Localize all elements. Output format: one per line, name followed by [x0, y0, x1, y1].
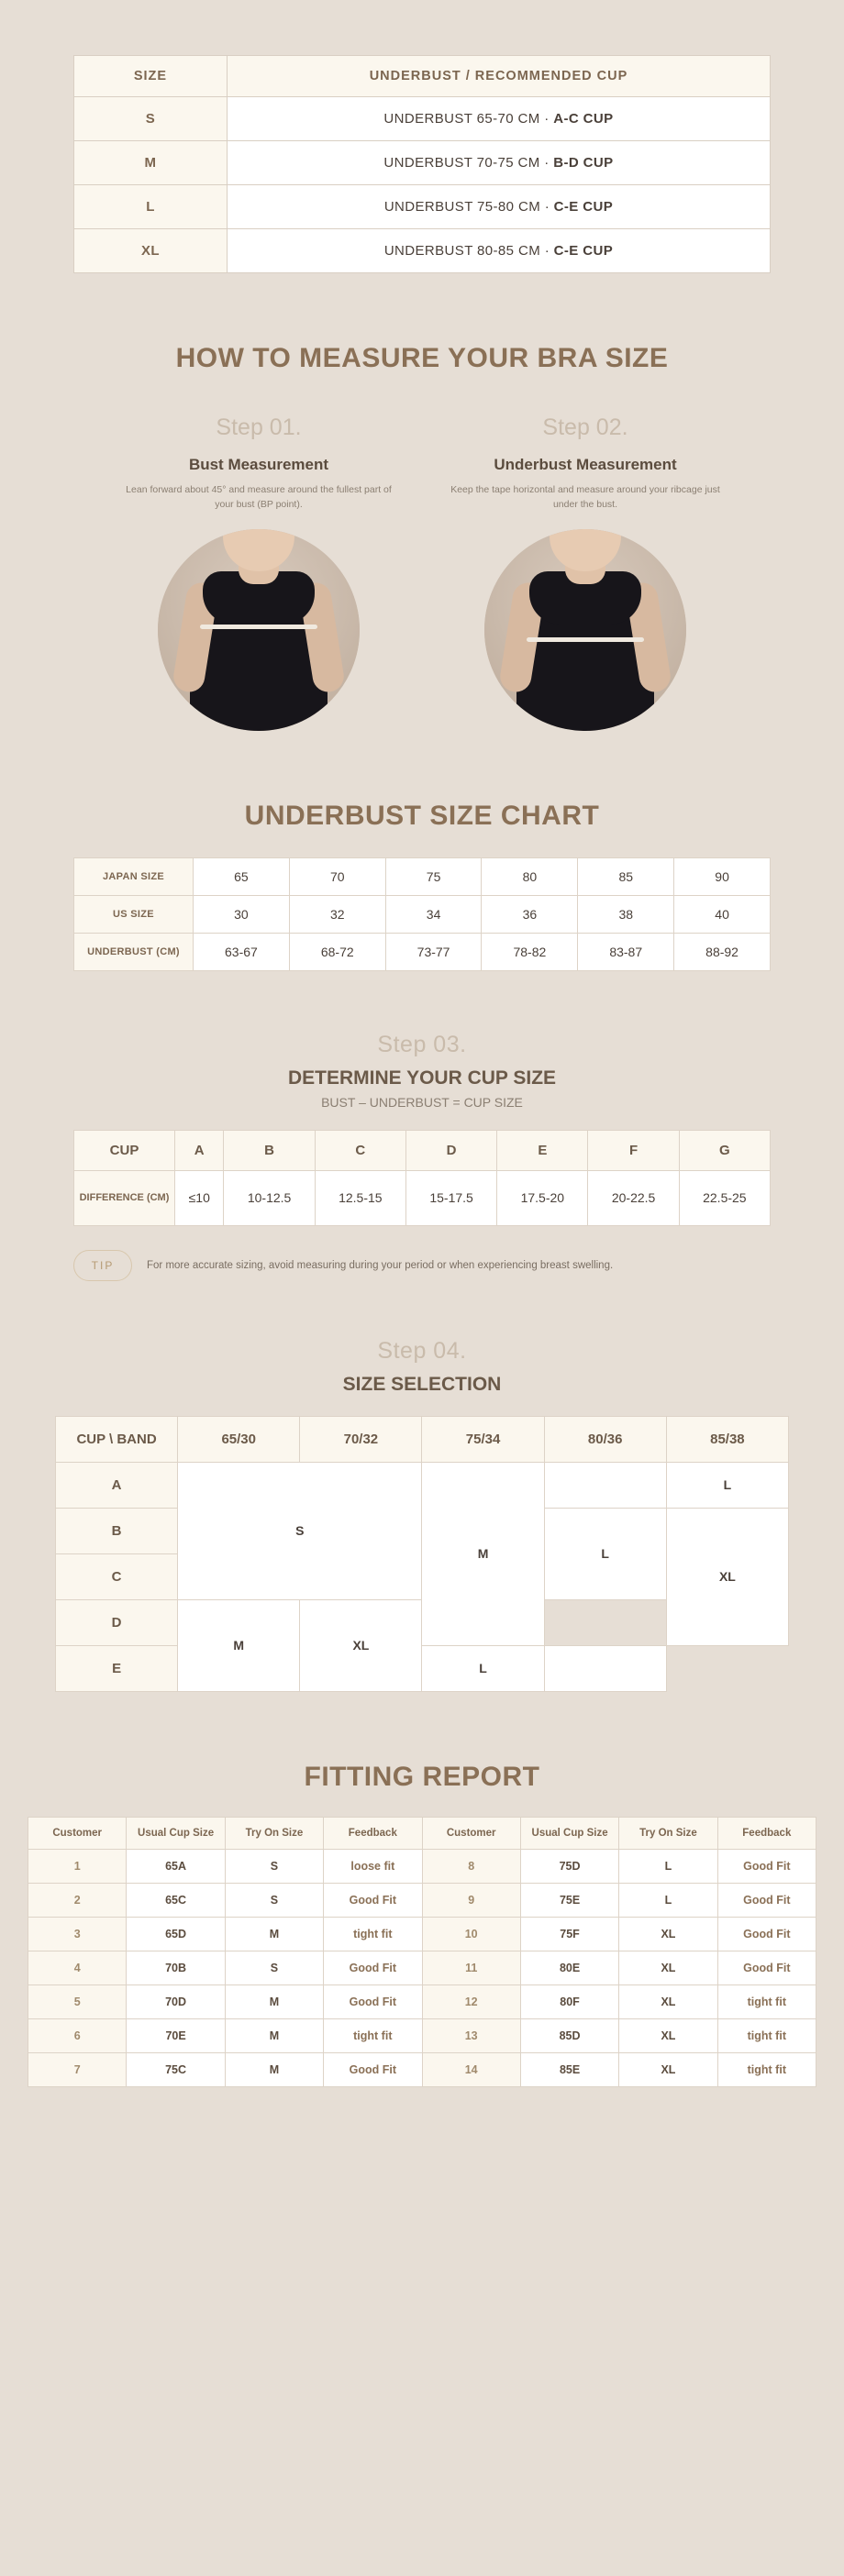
cell-size-l: L	[666, 1462, 788, 1508]
cell: 90	[674, 857, 771, 895]
fitting-report-table	[28, 1817, 816, 2087]
try-on-size: XL	[619, 1951, 717, 1985]
size-cell: L	[74, 185, 228, 229]
underbust-cup-cell	[227, 97, 770, 141]
table-row	[74, 895, 771, 933]
step-03-label: Step 03.	[377, 1031, 467, 1057]
try-on-size: M	[225, 1917, 323, 1951]
underbust-measurement-photo	[484, 529, 686, 731]
usual-cup-size: 75C	[127, 2052, 225, 2086]
underbust-text: UNDERBUST 75-80 CM	[383, 199, 541, 215]
feedback: loose fit	[324, 1849, 422, 1883]
col-cup-a: A	[175, 1130, 224, 1170]
usual-cup-size: 65C	[127, 1883, 225, 1917]
try-on-size: L	[619, 1849, 717, 1883]
underbust-cup-cell	[227, 185, 770, 229]
try-on-size: L	[619, 1883, 717, 1917]
usual-cup-size: 85E	[520, 2052, 618, 2086]
cell: 30	[194, 895, 290, 933]
separator: ·	[544, 243, 550, 259]
usual-cup-size: 70E	[127, 2018, 225, 2052]
col-band-75-34: 75/34	[422, 1416, 544, 1462]
col-cup-b: B	[224, 1130, 315, 1170]
step-01-heading: Bust Measurement	[188, 456, 329, 473]
underbust-text: UNDERBUST 80-85 CM	[383, 243, 541, 259]
row-label-cup-a: A	[56, 1462, 178, 1508]
feedback: tight fit	[717, 2018, 816, 2052]
cup-text: C-E CUP	[553, 243, 614, 259]
step-02-label: Step 02.	[542, 415, 628, 440]
table-row	[74, 229, 771, 273]
cell: 34	[385, 895, 482, 933]
usual-cup-size: 75D	[520, 1849, 618, 1883]
cell-size-m: M	[178, 1599, 300, 1691]
cell: 32	[289, 895, 385, 933]
table-row	[28, 1917, 816, 1951]
customer-number: 9	[422, 1883, 520, 1917]
table-row	[28, 2052, 816, 2086]
feedback: Good Fit	[717, 1917, 816, 1951]
row-label-underbust-cm: UNDERBUST (CM)	[74, 933, 194, 970]
customer-number: 1	[28, 1849, 127, 1883]
step-04-section	[0, 1338, 844, 1396]
customer-number: 11	[422, 1951, 520, 1985]
size-selection-matrix	[55, 1416, 789, 1692]
separator: ·	[544, 199, 550, 215]
table-row	[74, 1170, 771, 1225]
cell: 40	[674, 895, 771, 933]
feedback: tight fit	[717, 2052, 816, 2086]
fitting-report-title: FITTING REPORT	[304, 1761, 540, 1792]
col-usual-cup-left: Usual Cup Size	[127, 1817, 225, 1849]
col-try-on-right: Try On Size	[619, 1817, 717, 1849]
usual-cup-size: 65D	[127, 1917, 225, 1951]
cell: 80	[482, 857, 578, 895]
step-03-title: DETERMINE YOUR CUP SIZE	[287, 1067, 557, 1089]
row-label-japan-size: JAPAN SIZE	[74, 857, 194, 895]
col-band-65-30: 65/30	[178, 1416, 300, 1462]
difference-cell: 12.5-15	[315, 1170, 405, 1225]
underbust-text: UNDERBUST 65-70 CM	[383, 111, 540, 127]
col-cup: CUP	[74, 1130, 175, 1170]
size-selection-section	[0, 1416, 844, 1692]
customer-number: 5	[28, 1985, 127, 2018]
tip-text: For more accurate sizing, avoid measuring during your period or when experiencing breast swelling.	[147, 1259, 614, 1271]
cell: 83-87	[578, 933, 674, 970]
usual-cup-size: 70D	[127, 1985, 225, 2018]
usual-cup-size: 75F	[520, 1917, 618, 1951]
col-cup-c: C	[315, 1130, 405, 1170]
try-on-size: S	[225, 1883, 323, 1917]
table-row	[56, 1645, 789, 1691]
col-feedback-left: Feedback	[324, 1817, 422, 1849]
table-row	[28, 2018, 816, 2052]
top-size-table-section	[0, 0, 844, 273]
table-row	[56, 1462, 789, 1508]
customer-number: 4	[28, 1951, 127, 1985]
feedback: Good Fit	[324, 1985, 422, 2018]
row-label-cup-c: C	[56, 1553, 178, 1599]
try-on-size: S	[225, 1849, 323, 1883]
step-01-label: Step 01.	[216, 415, 302, 440]
fitting-report-section	[0, 1817, 844, 2087]
cell: 88-92	[674, 933, 771, 970]
table-row	[28, 1951, 816, 1985]
tip-badge: TIP	[73, 1250, 132, 1281]
customer-number: 7	[28, 2052, 127, 2086]
col-cup-e: E	[497, 1130, 588, 1170]
feedback: tight fit	[324, 2018, 422, 2052]
cell: 36	[482, 895, 578, 933]
row-label-cup-b: B	[56, 1508, 178, 1553]
cup-text: A-C CUP	[553, 111, 614, 127]
difference-cell: 22.5-25	[679, 1170, 770, 1225]
table-row	[74, 933, 771, 970]
feedback: tight fit	[324, 1917, 422, 1951]
col-cup-f: F	[588, 1130, 679, 1170]
step-04-title: SIZE SELECTION	[342, 1373, 502, 1395]
step-01-description: Lean forward about 45° and measure around the fullest part of your bust (BP point).	[126, 484, 392, 510]
cell-empty	[544, 1462, 666, 1508]
table-row	[74, 97, 771, 141]
cell-size-xl: XL	[666, 1508, 788, 1645]
difference-cell: 17.5-20	[497, 1170, 588, 1225]
feedback: Good Fit	[324, 1951, 422, 1985]
row-label-cup-e: E	[56, 1645, 178, 1691]
cell-empty	[544, 1645, 666, 1691]
usual-cup-size: 75E	[520, 1883, 618, 1917]
customer-number: 3	[28, 1917, 127, 1951]
try-on-size: XL	[619, 1985, 717, 2018]
measure-steps	[0, 415, 844, 731]
cell-size-xl: XL	[300, 1599, 422, 1691]
col-band-70-32: 70/32	[300, 1416, 422, 1462]
table-row	[28, 1849, 816, 1883]
underbust-chart-section	[0, 857, 844, 971]
col-cup-band: CUP \ BAND	[56, 1416, 178, 1462]
table-row	[74, 857, 771, 895]
col-usual-cup-right: Usual Cup Size	[520, 1817, 618, 1849]
step-02-description: Keep the tape horizontal and measure around your ribcage just under the bust.	[450, 484, 720, 510]
underbust-cup-cell	[227, 229, 770, 273]
difference-cell: 10-12.5	[224, 1170, 315, 1225]
feedback: Good Fit	[324, 2052, 422, 2086]
try-on-size: XL	[619, 2018, 717, 2052]
size-cell: S	[74, 97, 228, 141]
table-row	[28, 1985, 816, 2018]
measuring-tape	[527, 637, 644, 642]
cup-size-table	[73, 1130, 771, 1226]
bust-measurement-photo	[158, 529, 360, 731]
difference-cell: 15-17.5	[405, 1170, 496, 1225]
cup-text: C-E CUP	[553, 199, 614, 215]
separator: ·	[544, 155, 550, 171]
try-on-size: S	[225, 1951, 323, 1985]
cell-size-l: L	[422, 1645, 544, 1691]
col-cup-d: D	[405, 1130, 496, 1170]
table-header-row	[74, 1130, 771, 1170]
cell: 65	[194, 857, 290, 895]
underbust-cup-cell	[227, 141, 770, 185]
cell: 73-77	[385, 933, 482, 970]
table-header-row	[74, 56, 771, 97]
table-row	[28, 1883, 816, 1917]
col-band-85-38: 85/38	[666, 1416, 788, 1462]
step-03-section	[0, 1032, 844, 1110]
usual-cup-size: 80F	[520, 1985, 618, 2018]
underbust-size-chart-table	[73, 857, 771, 971]
customer-number: 10	[422, 1917, 520, 1951]
col-feedback-right: Feedback	[717, 1817, 816, 1849]
how-to-measure-title: HOW TO MEASURE YOUR BRA SIZE	[175, 343, 669, 373]
step-02-heading: Underbust Measurement	[494, 456, 677, 473]
difference-cell: 20-22.5	[588, 1170, 679, 1225]
cell-size-l: L	[544, 1508, 666, 1599]
col-customer-left: Customer	[28, 1817, 127, 1849]
separator: ·	[544, 111, 550, 127]
col-size: SIZE	[74, 56, 228, 97]
usual-cup-size: 70B	[127, 1951, 225, 1985]
customer-number: 2	[28, 1883, 127, 1917]
size-cell: M	[74, 141, 228, 185]
step-04-label: Step 04.	[377, 1337, 467, 1364]
col-underbust-cup: UNDERBUST / RECOMMENDED CUP	[227, 56, 770, 97]
size-cell: XL	[74, 229, 228, 273]
try-on-size: XL	[619, 1917, 717, 1951]
col-try-on-left: Try On Size	[225, 1817, 323, 1849]
usual-cup-size: 80E	[520, 1951, 618, 1985]
col-cup-g: G	[679, 1130, 770, 1170]
row-label-us-size: US SIZE	[74, 895, 194, 933]
customer-number: 13	[422, 2018, 520, 2052]
cell: 75	[385, 857, 482, 895]
cup-formula: BUST – UNDERBUST = CUP SIZE	[321, 1094, 523, 1110]
size-recommendation-table	[73, 55, 771, 273]
table-header-row	[28, 1817, 816, 1849]
customer-number: 8	[422, 1849, 520, 1883]
feedback: tight fit	[717, 1985, 816, 2018]
cell-size-s: S	[178, 1462, 422, 1599]
try-on-size: M	[225, 1985, 323, 2018]
row-label-difference: DIFFERENCE (CM)	[74, 1170, 175, 1225]
cell: 68-72	[289, 933, 385, 970]
row-label-cup-d: D	[56, 1599, 178, 1645]
table-header-row	[56, 1416, 789, 1462]
customer-number: 12	[422, 1985, 520, 2018]
customer-number: 6	[28, 2018, 127, 2052]
cell: 63-67	[194, 933, 290, 970]
try-on-size: M	[225, 2052, 323, 2086]
table-row	[74, 185, 771, 229]
try-on-size: XL	[619, 2052, 717, 2086]
cell: 85	[578, 857, 674, 895]
cup-text: B-D CUP	[553, 155, 614, 171]
feedback: Good Fit	[717, 1849, 816, 1883]
try-on-size: M	[225, 2018, 323, 2052]
tip-row	[0, 1250, 844, 1281]
customer-number: 14	[422, 2052, 520, 2086]
underbust-text: UNDERBUST 70-75 CM	[383, 155, 540, 171]
measuring-tape	[200, 625, 317, 629]
usual-cup-size: 65A	[127, 1849, 225, 1883]
feedback: Good Fit	[717, 1951, 816, 1985]
cell: 78-82	[482, 933, 578, 970]
difference-cell: ≤10	[175, 1170, 224, 1225]
usual-cup-size: 85D	[520, 2018, 618, 2052]
underbust-chart-title: UNDERBUST SIZE CHART	[244, 800, 600, 831]
feedback: Good Fit	[324, 1883, 422, 1917]
col-band-80-36: 80/36	[544, 1416, 666, 1462]
cup-size-table-section	[0, 1130, 844, 1226]
cell-size-m: M	[422, 1462, 544, 1645]
cell: 38	[578, 895, 674, 933]
step-01	[121, 415, 396, 731]
step-02	[448, 415, 723, 731]
cell: 70	[289, 857, 385, 895]
table-row	[74, 141, 771, 185]
feedback: Good Fit	[717, 1883, 816, 1917]
col-customer-right: Customer	[422, 1817, 520, 1849]
